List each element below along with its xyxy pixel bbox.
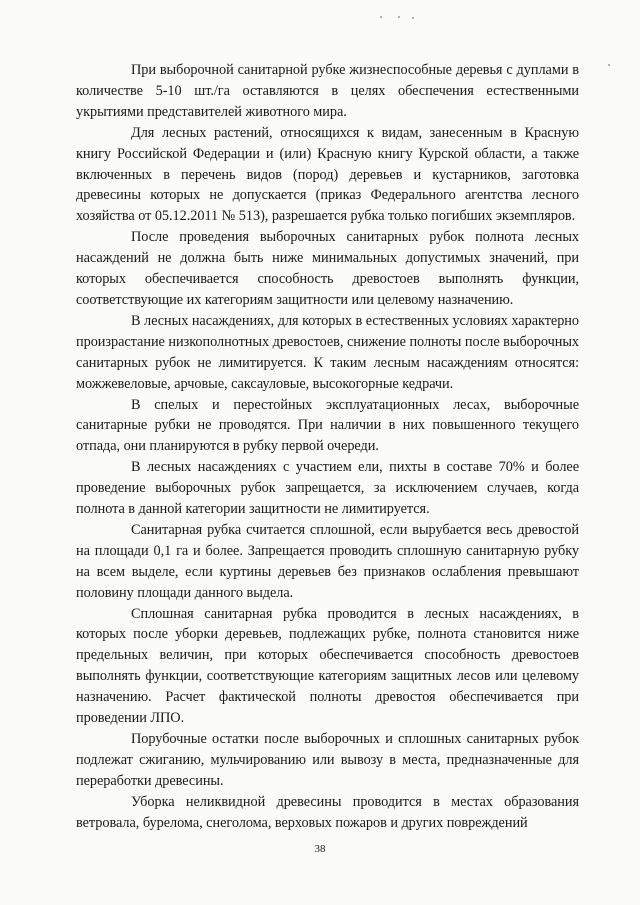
paragraph: Сплошная санитарная рубка проводится в лесных насаждениях, в которых после уборки деревьев, подлежащих рубке, полнота становится ниже предельных величин, при которых обеспечивается способность древостоев выполнять функции, соответствующие категориям защитных лесов или целевому назначению. Расчет фактической полноты древостоя обеспечивается при проведении ЛПО. — [76, 605, 579, 727]
scan-speck — [398, 16, 400, 18]
page-number: 38 — [314, 843, 326, 855]
paragraph: Уборка неликвидной древесины проводится в местах образования ветровала, бурелома, снеголома, верховых пожаров и других повреждений — [76, 793, 579, 831]
scan-speck — [608, 64, 610, 66]
paragraph: После проведения выборочных санитарных рубок полнота лесных насаждений не должна быть ниже минимальных допустимых значений, при которых обеспечивается способность древостоев выполнять функции, соответствующие их категориям защитности или целевому назначению. — [76, 229, 579, 308]
scan-speck — [412, 17, 414, 19]
paragraph: В спелых и перестойных эксплуатационных лесах, выборочные санитарные рубки не проводятся. При наличии в них повышенного текущего отпада, они планируются в рубку первой очереди. — [76, 396, 579, 455]
paragraph: В лесных насаждениях с участием ели, пихты в составе 70% и более проведение выборочных рубок запрещается, за исключением случаев, когда полнота в данной категории защитности не лимитируется. — [76, 459, 579, 518]
paragraph: Санитарная рубка считается сплошной, если вырубается весь древостой на площади 0,1 га и более. Запрещается проводить сплошную санитарную рубку на всем выделе, если куртины деревьев без признаков ослабления превышают половину площади данного выдела. — [76, 521, 579, 601]
scan-speck — [380, 16, 382, 18]
paragraph: В лесных насаждениях, для которых в естественных условиях характерно произрастание низкополнотных древостоев, снижение полноты после выборочных санитарных рубок не лимитируется. К таким лесным насаждениям относятся: можжевеловые, арчовые, саксауловые, высокогорные кедрачи. — [76, 312, 579, 392]
paragraph: Для лесных растений, относящихся к видам, занесенным в Красную книгу Российской Федерации и (или) Красную книгу Курской области, а также включенных в перечень видов (пород) деревьев и кустарников, заготовка древесины которых не допускается (приказ Федерального агентства лесного хозяйства от 05.12.2011 № 513), разрешается рубка только погибших экземпляров. — [76, 124, 579, 225]
body-text — [76, 60, 579, 834]
paragraph: При выборочной санитарной рубке жизнеспособные деревья с дуплами в количестве 5-10 шт./га оставляются в целях обеспечения естественными укрытиями представителей животного мира. — [76, 62, 579, 120]
paragraph: Порубочные остатки после выборочных и сплошных санитарных рубок подлежат сжиганию, мульчированию или вывозу в места, предназначенные для переработки древесины. — [76, 731, 579, 789]
